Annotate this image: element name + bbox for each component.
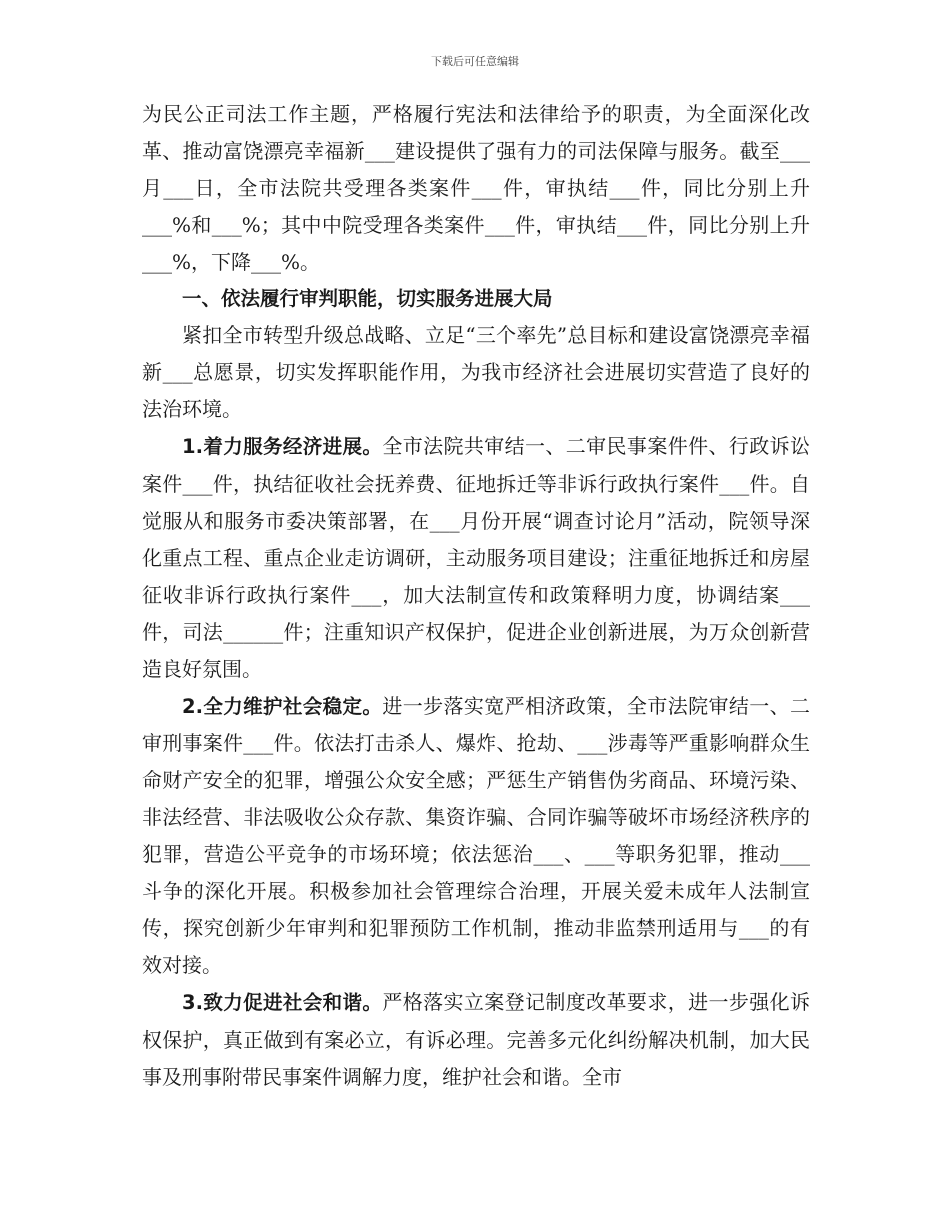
item-body-3: 严格落实立案登记制度改革要求，进一步强化诉权保护，真正做到有案必立，有诉必理。完善多元化纠纷解决机制，加大民事及刑事附带民事案件调解力度，维护社会和谐。全市: [142, 989, 811, 1089]
page-header: 下载后可任意编辑: [431, 55, 519, 68]
item-lead-1: 1.着力服务经济进展。: [182, 435, 383, 459]
item-lead-2: 2.全力维护社会稳定。: [182, 694, 383, 718]
item-lead-3: 3.致力促进社会和谐。: [182, 990, 383, 1014]
document-body: [142, 96, 810, 1095]
item-paragraph-1: [142, 428, 810, 687]
intro-paragraph: 为民公正司法工作主题，严格履行宪法和法律给予的职责，为全面深化改革、推动富饶漂亮幸福新___建设提供了强有力的司法保障与服务。截至___月___日，全市法院共受理各类案件___件，审执结___件，同比分别上升___%和___%；其中中院受理各类案件___件，审执结___件，同比分别上升___%，下降___%。: [142, 102, 810, 274]
section-heading: 一、依法履行审判职能，切实服务进展大局: [182, 286, 553, 310]
item-body-1: 全市法院共审结一、二审民事案件件、行政诉讼案件___件，执结征收社会抚养费、征地拆迁等非诉行政执行案件___件。自觉服从和服务市委决策部署，在___月份开展“调查讨论月”活动，院领导深化重点工程、重点企业走访调研，主动服务项目建设；注重征地拆迁和房屋征收非诉行政执行案件___，加大法制宣传和政策释明力度，协调结案___件，司法______件；注重知识产权保护，促进企业创新进展，为万众创新营造良好氛围。: [142, 434, 811, 681]
section-paragraph: 紧扣全市转型升级总战略、立足“三个率先”总目标和建设富饶漂亮幸福新___总愿景，切实发挥职能作用，为我市经济社会进展切实营造了良好的法治环境。: [142, 323, 810, 422]
item-body-2: 进一步落实宽严相济政策，全市法院审结一、二审刑事案件___件。依法打击杀人、爆炸、抢劫、___涉毒等严重影响群众生命财产安全的犯罪，增强公众安全感；严惩生产销售伪劣商品、环境污染、非法经营、非法吸收公众存款、集资诈骗、合同诈骗等破坏市场经济秩序的犯罪，营造公平竞争的市场环境；依法惩治___、___等职务犯罪，推动___斗争的深化开展。积极参加社会管理综合治理，开展关爱未成年人法制宣传，探究创新少年审判和犯罪预防工作机制，推动非监禁刑适用与___的有效对接。: [142, 693, 811, 977]
item-paragraph-2: [142, 688, 810, 984]
item-paragraph-3: [142, 984, 810, 1096]
